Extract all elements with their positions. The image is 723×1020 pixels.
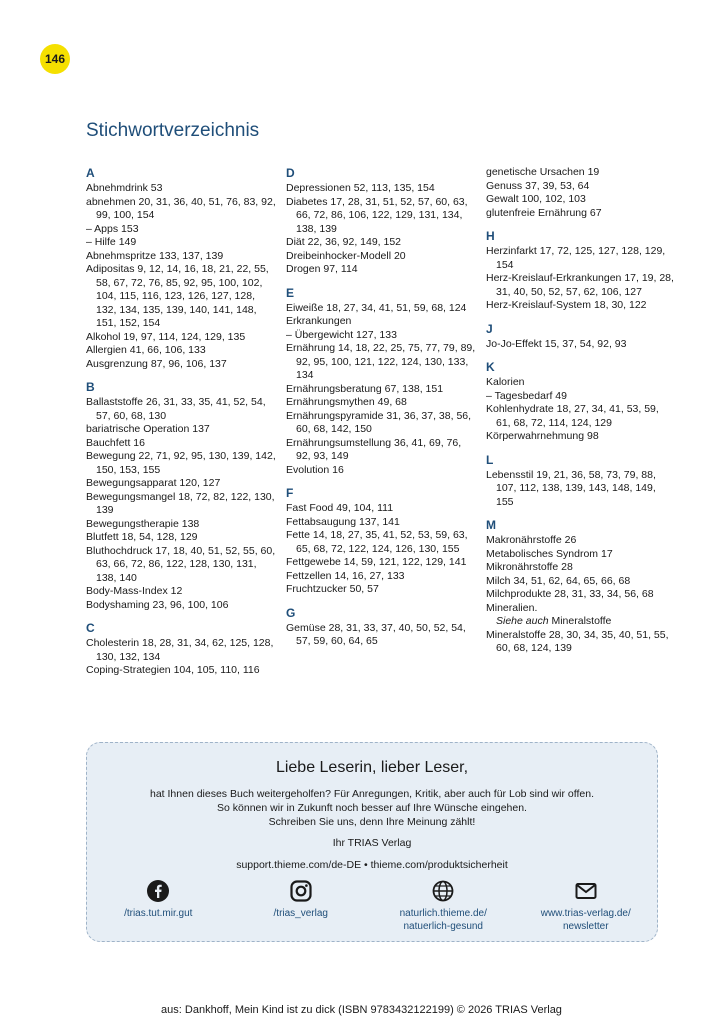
index-pages: 22, 71, 92, 95, 130, 139, 142, 150, 153, 155 bbox=[96, 450, 276, 476]
index-term: Mikronährstoffe bbox=[486, 561, 559, 573]
index-section bbox=[486, 166, 676, 220]
page-number-badge: 146 bbox=[40, 44, 70, 74]
index-term: Herzinfarkt bbox=[486, 245, 537, 257]
index-entry bbox=[286, 516, 476, 530]
index-entry bbox=[86, 518, 276, 532]
index-entry bbox=[86, 196, 276, 223]
product-safety-link[interactable]: thieme.com/produktsicherheit bbox=[370, 859, 508, 871]
index-term: – Tagesbedarf bbox=[486, 389, 553, 402]
mail-icon bbox=[574, 879, 598, 903]
index-pages: 17, 18, 40, 51, 52, 55, 60, 63, 66, 72, 86, 122, 128, 130, 131, 138, 140 bbox=[96, 544, 276, 584]
index-term: Eiweiße bbox=[286, 301, 324, 314]
index-entry bbox=[286, 583, 476, 597]
index-entry bbox=[486, 469, 676, 510]
index-pages: 16 bbox=[133, 436, 145, 449]
index-entry bbox=[286, 236, 476, 250]
index-pages: 15, 37, 54, 92, 93 bbox=[544, 337, 627, 350]
index-pages: 19, 97, 114, 124, 129, 135 bbox=[123, 330, 246, 343]
index-letter: D bbox=[286, 166, 295, 180]
index-entry bbox=[486, 430, 676, 444]
index-term: Allergien bbox=[86, 344, 127, 356]
index-pages: 17, 19, 28, 31, 40, 50, 52, 57, 62, 106, 127 bbox=[496, 272, 674, 298]
feedback-text-line: Schreiben Sie uns, denn Ihre Meinung zählt! bbox=[268, 816, 476, 828]
index-entry bbox=[486, 166, 676, 180]
index-term: Körperwahrnehmung bbox=[486, 430, 585, 442]
index-entry bbox=[86, 182, 276, 196]
index-entry bbox=[286, 502, 476, 516]
index-entry bbox=[486, 338, 676, 352]
index-pages: 20 bbox=[393, 249, 406, 262]
index-entry bbox=[86, 585, 276, 599]
index-entry bbox=[486, 629, 676, 656]
index-entry bbox=[286, 396, 476, 410]
reader-feedback-box bbox=[86, 742, 658, 942]
index-pages: 87, 96, 106, 137 bbox=[150, 357, 227, 370]
index-pages: 18, 28, 31, 34, 62, 125, 128, 130, 132, 134 bbox=[96, 637, 274, 663]
index-term: Bluthochdruck bbox=[86, 544, 153, 557]
index-term: Milch bbox=[486, 574, 511, 587]
index-entry bbox=[486, 548, 676, 562]
index-pages: 37, 39, 53, 64 bbox=[525, 179, 590, 192]
index-entry bbox=[86, 263, 276, 331]
index-term: Ernährungsumstellung bbox=[286, 436, 392, 449]
index-entry bbox=[286, 342, 476, 383]
see-also-target: Mineralstoffe bbox=[551, 615, 612, 627]
index-entry bbox=[86, 344, 276, 358]
index-letter: F bbox=[286, 486, 294, 500]
index-entry bbox=[286, 464, 476, 478]
index-term: Kalorien bbox=[486, 376, 525, 388]
index-entry bbox=[86, 223, 276, 237]
index-term: Bauchfett bbox=[86, 436, 131, 449]
index-entry bbox=[86, 531, 276, 545]
index-pages: 98 bbox=[586, 430, 599, 442]
globe-icon bbox=[431, 879, 455, 903]
index-entry bbox=[486, 403, 676, 430]
index-term: Genuss bbox=[486, 179, 523, 192]
index-term: – Hilfe bbox=[86, 236, 116, 248]
index-pages: 50, 57 bbox=[349, 583, 379, 595]
link-separator: • bbox=[364, 859, 368, 871]
index-pages: 17, 28, 31, 51, 52, 57, 60, 63, 66, 72, 86, 106, 122, 129, 131, 134, 138, 139 bbox=[296, 195, 468, 235]
index-term: Dreibeinhocker-Modell bbox=[286, 249, 392, 262]
index-term: Fruchtzucker bbox=[286, 583, 347, 595]
social-label: www.trias-verlag.de/ bbox=[540, 908, 631, 919]
index-pages: 120, 127 bbox=[179, 477, 221, 489]
index-pages: 49 bbox=[555, 389, 567, 402]
social-website[interactable] bbox=[378, 879, 508, 933]
index-entry bbox=[286, 410, 476, 437]
index-entry bbox=[86, 450, 276, 477]
index-pages: 18, 27, 34, 41, 53, 59, 61, 68, 72, 114, 124, 129 bbox=[496, 403, 659, 429]
index-section bbox=[486, 322, 676, 352]
index-entry bbox=[86, 396, 276, 423]
index-pages: 149 bbox=[118, 236, 137, 248]
index-term: Evolution bbox=[286, 463, 330, 476]
index-pages: 28 bbox=[561, 561, 573, 573]
index-entry bbox=[486, 602, 676, 629]
index-term: Ballaststoffe bbox=[86, 396, 144, 408]
index-term: Bewegungsmangel bbox=[86, 490, 176, 503]
index-entry bbox=[486, 193, 676, 207]
social-label: naturlich.thieme.de/ bbox=[399, 908, 487, 919]
feedback-signature: Ihr TRIAS Verlag bbox=[332, 837, 412, 849]
index-pages: 14, 16, 27, 133 bbox=[334, 569, 405, 582]
index-term: Ausgrenzung bbox=[86, 357, 148, 370]
index-entry bbox=[286, 529, 476, 556]
index-section bbox=[86, 380, 276, 612]
index-term: Makronährstoffe bbox=[486, 534, 562, 546]
support-links bbox=[87, 859, 657, 871]
index-term: Ernährungsberatung bbox=[286, 382, 382, 395]
index-entry bbox=[86, 250, 276, 264]
index-entry bbox=[86, 236, 276, 250]
index-section bbox=[286, 286, 476, 478]
index-pages: 16 bbox=[332, 463, 344, 476]
index-pages: 22, 36, 92, 149, 152 bbox=[307, 236, 402, 248]
index-pages: 14, 18, 22, 25, 75, 77, 79, 89, 92, 95, 100, 121, 122, 124, 130, 133, 134 bbox=[296, 342, 476, 381]
index-pages: 14, 59, 121, 122, 129, 141 bbox=[343, 556, 467, 568]
source-footer: aus: Dankhoff, Mein Kind ist zu dick (ISBN 9783432122199) © 2026 TRIAS Verlag bbox=[161, 1004, 562, 1016]
index-pages: 49, 104, 111 bbox=[336, 502, 394, 514]
social-instagram[interactable] bbox=[236, 879, 366, 933]
see-also-prefix: Siehe auch bbox=[496, 615, 549, 627]
index-term: Herz-Kreislauf-Erkrankungen bbox=[486, 272, 622, 284]
facebook-icon bbox=[146, 879, 170, 903]
index-pages: 19, 21, 36, 58, 73, 79, 88, 107, 112, 138, 139, 143, 148, 149, 155 bbox=[496, 468, 656, 508]
feedback-text-line: So können wir in Zukunft noch besser auf Ihre Wünsche eingehen. bbox=[217, 802, 527, 814]
index-entry bbox=[486, 180, 676, 194]
index-pages: 19 bbox=[587, 166, 600, 178]
index-pages: 133, 137, 139 bbox=[158, 249, 224, 262]
social-label: /trias_verlag bbox=[273, 908, 328, 919]
index-pages: 137 bbox=[192, 423, 210, 435]
index-section bbox=[286, 166, 476, 277]
index-pages: 14, 18, 27, 35, 41, 52, 53, 59, 63, 65, 68, 72, 122, 124, 126, 130, 155 bbox=[296, 529, 468, 555]
index-letter: L bbox=[486, 452, 494, 467]
index-entry bbox=[86, 599, 276, 613]
index-column-1 bbox=[86, 166, 276, 687]
index-term: Fettzellen bbox=[286, 569, 332, 582]
index-entry bbox=[286, 329, 476, 343]
index-pages: 127, 133 bbox=[356, 328, 397, 341]
index-letter: C bbox=[86, 621, 95, 635]
index-entry bbox=[286, 196, 476, 237]
index-term: Fettabsaugung bbox=[286, 515, 357, 528]
index-entry bbox=[286, 556, 476, 570]
support-link[interactable]: support.thieme.com/de-DE bbox=[236, 859, 362, 871]
index-entry bbox=[86, 545, 276, 586]
index-term: Blutfett bbox=[86, 531, 119, 543]
index-term: Alkohol bbox=[86, 330, 121, 343]
index-term: Ernährungsmythen bbox=[286, 396, 375, 408]
index-entry bbox=[86, 358, 276, 372]
social-facebook[interactable] bbox=[93, 879, 223, 933]
index-term: Abnehmdrink bbox=[86, 182, 148, 194]
index-entry bbox=[286, 622, 476, 649]
index-pages: 153 bbox=[121, 222, 139, 235]
index-letter: G bbox=[286, 605, 296, 620]
index-term: Ernährungspyramide bbox=[286, 409, 384, 422]
page-title: Stichwortverzeichnis bbox=[86, 120, 260, 141]
index-pages: 52, 113, 135, 154 bbox=[353, 182, 435, 194]
index-section bbox=[86, 621, 276, 678]
index-pages: 36, 41, 69, 76, 92, 93, 149 bbox=[296, 436, 462, 462]
index-entry bbox=[286, 250, 476, 264]
index-pages: 53 bbox=[150, 182, 163, 194]
index-term: glutenfreie Ernährung bbox=[486, 206, 587, 219]
index-term: Ernährung bbox=[286, 342, 336, 354]
index-pages: 97, 114 bbox=[323, 263, 358, 275]
index-pages: 20, 31, 36, 40, 51, 76, 83, 92, 99, 100, 154 bbox=[96, 195, 276, 221]
index-term: Lebensstil bbox=[486, 468, 534, 481]
index-letter: J bbox=[486, 321, 493, 336]
index-pages: 28, 31, 33, 37, 40, 50, 52, 54, 57, 59, 60, 64, 65 bbox=[296, 621, 466, 647]
index-pages: 23, 96, 100, 106 bbox=[152, 598, 229, 611]
index-section bbox=[486, 229, 676, 313]
index-section bbox=[286, 486, 476, 597]
index-pages: 17 bbox=[600, 547, 613, 560]
index-term: Erkrankungen bbox=[286, 315, 352, 327]
index-section bbox=[486, 453, 676, 510]
feedback-heading: Liebe Leserin, lieber Leser, bbox=[275, 759, 469, 776]
index-term: bariatrische Operation bbox=[86, 423, 190, 435]
feedback-text-line: hat Ihnen dieses Buch weitergeholfen? Für Anregungen, Kritik, aber auch für Lob sind wir offen. bbox=[150, 788, 594, 800]
index-letter: H bbox=[486, 229, 495, 243]
index-term: – Übergewicht bbox=[286, 328, 354, 341]
index-pages: 18, 72, 82, 122, 130, 139 bbox=[96, 490, 275, 516]
social-label: newsletter bbox=[562, 921, 609, 932]
index-section bbox=[86, 166, 276, 371]
index-column-2 bbox=[286, 166, 476, 658]
index-pages: 18, 30, 122 bbox=[593, 299, 647, 311]
index-letter: K bbox=[486, 360, 495, 374]
index-term: Mineralstoffe bbox=[486, 628, 546, 641]
index-entry bbox=[86, 491, 276, 518]
index-term: Drogen bbox=[286, 263, 321, 275]
index-pages: 49, 68 bbox=[377, 396, 407, 408]
index-pages: 28, 31, 33, 34, 56, 68 bbox=[554, 588, 654, 600]
index-term: Kohlenhydrate bbox=[486, 403, 554, 415]
index-pages: 100, 102, 103 bbox=[521, 193, 586, 205]
index-term: Gemüse bbox=[286, 621, 326, 634]
index-entry bbox=[486, 575, 676, 589]
index-pages: 137, 141 bbox=[358, 515, 400, 528]
index-pages: 18, 27, 34, 41, 51, 59, 68, 124 bbox=[326, 301, 467, 314]
index-entry bbox=[286, 182, 476, 196]
index-term: Abnehmspritze bbox=[86, 249, 157, 262]
index-term: Gewalt bbox=[486, 193, 519, 205]
index-pages: 41, 66, 106, 133 bbox=[129, 344, 206, 356]
index-section bbox=[486, 360, 676, 444]
index-term: Cholesterin bbox=[86, 637, 140, 649]
index-entry bbox=[286, 302, 476, 316]
index-term: Mineralien. bbox=[486, 601, 538, 614]
index-term: Fettgewebe bbox=[286, 556, 341, 568]
instagram-icon bbox=[289, 879, 313, 903]
index-term: Coping-Strategien bbox=[86, 664, 171, 676]
index-entry bbox=[486, 272, 676, 299]
index-entry bbox=[286, 383, 476, 397]
index-term: abnehmen bbox=[86, 195, 136, 208]
index-section bbox=[286, 606, 476, 649]
index-term: Herz-Kreislauf-System bbox=[486, 299, 592, 311]
index-term: Jo-Jo-Effekt bbox=[486, 337, 542, 350]
index-pages: 26, 31, 33, 35, 41, 52, 54, 57, 60, 68, 130 bbox=[96, 396, 266, 422]
index-entry bbox=[286, 437, 476, 464]
index-entry bbox=[286, 570, 476, 584]
index-pages: 12 bbox=[170, 585, 183, 597]
index-term: Depressionen bbox=[286, 182, 351, 194]
index-section bbox=[486, 518, 676, 656]
index-term: Fast Food bbox=[286, 502, 334, 514]
social-newsletter[interactable] bbox=[521, 879, 651, 933]
index-entry bbox=[486, 534, 676, 548]
index-entry bbox=[486, 376, 676, 390]
index-entry bbox=[86, 437, 276, 451]
index-pages: 138 bbox=[181, 517, 200, 530]
social-label: natuerlich-gesund bbox=[403, 921, 483, 932]
index-entry bbox=[486, 561, 676, 575]
index-pages: 67, 138, 151 bbox=[384, 382, 444, 395]
index-entry bbox=[486, 299, 676, 313]
index-entry bbox=[486, 245, 676, 272]
social-links bbox=[87, 879, 657, 933]
index-column-3 bbox=[486, 166, 676, 665]
index-letter: M bbox=[486, 518, 496, 532]
index-pages: 28, 30, 34, 35, 40, 51, 55, 60, 68, 124, 139 bbox=[496, 628, 669, 654]
index-term: Adipositas bbox=[86, 263, 135, 275]
index-letter: A bbox=[86, 166, 95, 180]
index-term: Bewegung bbox=[86, 450, 136, 462]
index-pages: 18, 54, 128, 129 bbox=[121, 531, 198, 543]
index-entry bbox=[86, 637, 276, 664]
index-term: – Apps bbox=[86, 222, 119, 235]
index-entry bbox=[486, 390, 676, 404]
index-entry bbox=[486, 588, 676, 602]
index-entry bbox=[86, 423, 276, 437]
index-letter: E bbox=[286, 285, 295, 300]
index-term: Diät bbox=[286, 236, 305, 248]
index-entry bbox=[286, 263, 476, 277]
index-term: Bodyshaming bbox=[86, 598, 150, 611]
index-term: Metabolisches Syndrom bbox=[486, 547, 599, 560]
index-term: Body-Mass-Index bbox=[86, 585, 168, 597]
index-pages: 9, 12, 14, 16, 18, 21, 22, 55, 58, 67, 72, 76, 85, 92, 95, 100, 102, 104, 115, 116, 123, 126, 127, 128, 132, 134, 135, 139, 140, 141, 148, 151, 152, 154 bbox=[96, 263, 269, 329]
index-entry bbox=[86, 664, 276, 678]
index-term: Fette bbox=[286, 529, 310, 541]
index-entry bbox=[86, 331, 276, 345]
index-pages: 17, 72, 125, 127, 128, 129, 154 bbox=[496, 245, 666, 271]
index-letter: B bbox=[86, 380, 95, 394]
index-term: Milchprodukte bbox=[486, 588, 552, 600]
index-term: Bewegungstherapie bbox=[86, 517, 179, 530]
index-term: genetische Ursachen bbox=[486, 166, 585, 178]
social-label: /trias.tut.mir.gut bbox=[124, 908, 193, 919]
index-entry bbox=[286, 315, 476, 329]
index-pages: 34, 51, 62, 64, 65, 66, 68 bbox=[513, 574, 631, 587]
index-term: Bewegungsapparat bbox=[86, 477, 177, 489]
index-entry bbox=[486, 207, 676, 221]
index-entry bbox=[86, 477, 276, 491]
index-pages: 26 bbox=[564, 534, 577, 546]
index-pages: 67 bbox=[589, 206, 602, 219]
index-pages: 104, 105, 110, 116 bbox=[173, 664, 260, 676]
index-pages: 31, 36, 37, 38, 56, 60, 68, 142, 150 bbox=[296, 409, 472, 435]
index-term: Diabetes bbox=[286, 195, 328, 208]
